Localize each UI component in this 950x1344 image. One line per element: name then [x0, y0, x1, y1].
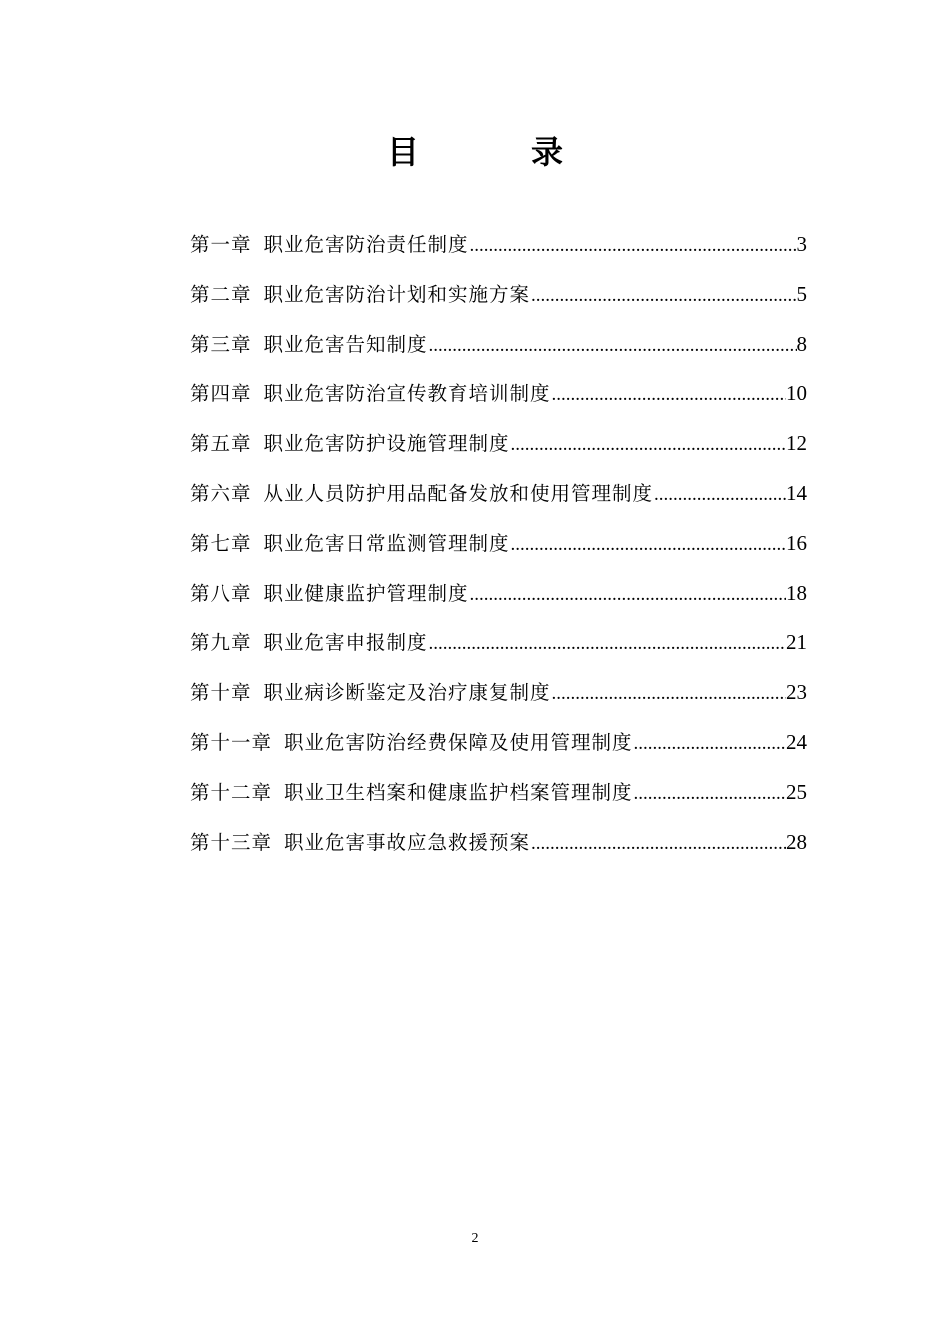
toc-chapter-number: 第三章 — [190, 332, 252, 356]
toc-chapter-number: 第六章 — [190, 481, 252, 505]
table-of-contents — [190, 224, 807, 871]
toc-entry-12[interactable] — [190, 772, 807, 822]
toc-entry-1[interactable] — [190, 224, 807, 274]
toc-chapter-number: 第七章 — [190, 531, 252, 555]
toc-chapter-number: 第一章 — [190, 233, 252, 256]
toc-entry-11[interactable] — [190, 722, 807, 772]
toc-page-number: 10 — [786, 381, 807, 406]
toc-page-number: 28 — [786, 829, 807, 854]
toc-chapter-title: 职业健康监护管理制度 — [263, 581, 469, 605]
toc-dot-leader — [470, 575, 786, 615]
toc-chapter-title: 从业人员防护用品配备发放和使用管理制度 — [263, 481, 654, 505]
toc-page-number: 5 — [796, 281, 807, 306]
toc-heading: 目 录 — [386, 133, 603, 171]
toc-chapter-title: 职业危害防治计划和实施方案 — [263, 282, 531, 306]
toc-entry-6[interactable] — [190, 473, 807, 523]
toc-page-number: 12 — [786, 431, 807, 456]
toc-chapter-number: 第五章 — [190, 432, 252, 456]
toc-page-number: 21 — [786, 630, 807, 655]
toc-page-number: 8 — [796, 331, 807, 356]
toc-chapter-title: 职业危害防治经费保障及使用管理制度 — [284, 730, 633, 754]
toc-chapter-number: 第十二章 — [190, 780, 273, 804]
toc-chapter-title: 职业危害事故应急救援预案 — [284, 830, 531, 854]
toc-entry-3[interactable] — [190, 324, 807, 374]
toc-entry-9[interactable] — [190, 622, 807, 672]
toc-chapter-title: 职业危害日常监测管理制度 — [263, 531, 510, 555]
toc-dot-leader — [654, 475, 786, 515]
toc-chapter-title: 职业危害防治责任制度 — [263, 233, 469, 256]
toc-dot-leader — [531, 276, 796, 316]
toc-page-number: 3 — [796, 232, 807, 256]
toc-dot-leader — [634, 774, 786, 814]
toc-entry-2[interactable] — [190, 274, 807, 324]
toc-entry-10[interactable] — [190, 672, 807, 722]
toc-dot-leader — [511, 525, 786, 565]
toc-chapter-title: 职业卫生档案和健康监护档案管理制度 — [284, 780, 633, 804]
toc-dot-leader — [531, 824, 786, 864]
toc-dot-leader — [552, 375, 786, 415]
toc-chapter-number: 第四章 — [190, 382, 252, 406]
toc-chapter-title: 职业危害防护设施管理制度 — [263, 432, 510, 456]
toc-page-number: 25 — [786, 779, 807, 804]
toc-entry-4[interactable] — [190, 373, 807, 423]
toc-chapter-title: 职业病诊断鉴定及治疗康复制度 — [263, 681, 551, 705]
toc-entry-5[interactable] — [190, 423, 807, 473]
toc-chapter-number: 第二章 — [190, 282, 252, 306]
toc-page-number: 16 — [786, 530, 807, 555]
toc-chapter-number: 第十章 — [190, 681, 252, 705]
toc-entry-8[interactable] — [190, 573, 807, 623]
toc-page-number: 14 — [786, 480, 807, 505]
toc-dot-leader — [429, 326, 797, 366]
toc-dot-leader — [429, 624, 786, 664]
toc-page-number: 18 — [786, 580, 807, 605]
toc-entry-7[interactable] — [190, 523, 807, 573]
toc-dot-leader — [470, 226, 797, 266]
toc-chapter-number: 第十一章 — [190, 730, 273, 754]
toc-page-number: 24 — [786, 729, 807, 754]
toc-chapter-title: 职业危害防治宣传教育培训制度 — [263, 382, 551, 406]
toc-page-number: 23 — [786, 680, 807, 705]
toc-dot-leader — [511, 425, 786, 465]
toc-chapter-title: 职业危害申报制度 — [263, 631, 428, 655]
toc-dot-leader — [634, 724, 786, 764]
toc-chapter-number: 第八章 — [190, 581, 252, 605]
toc-chapter-title: 职业危害告知制度 — [263, 332, 428, 356]
toc-entry-13[interactable] — [190, 822, 807, 872]
toc-chapter-number: 第九章 — [190, 631, 252, 655]
page-footer-number: 2 — [471, 1231, 479, 1246]
toc-dot-leader — [552, 674, 786, 714]
toc-chapter-number: 第十三章 — [190, 830, 273, 854]
